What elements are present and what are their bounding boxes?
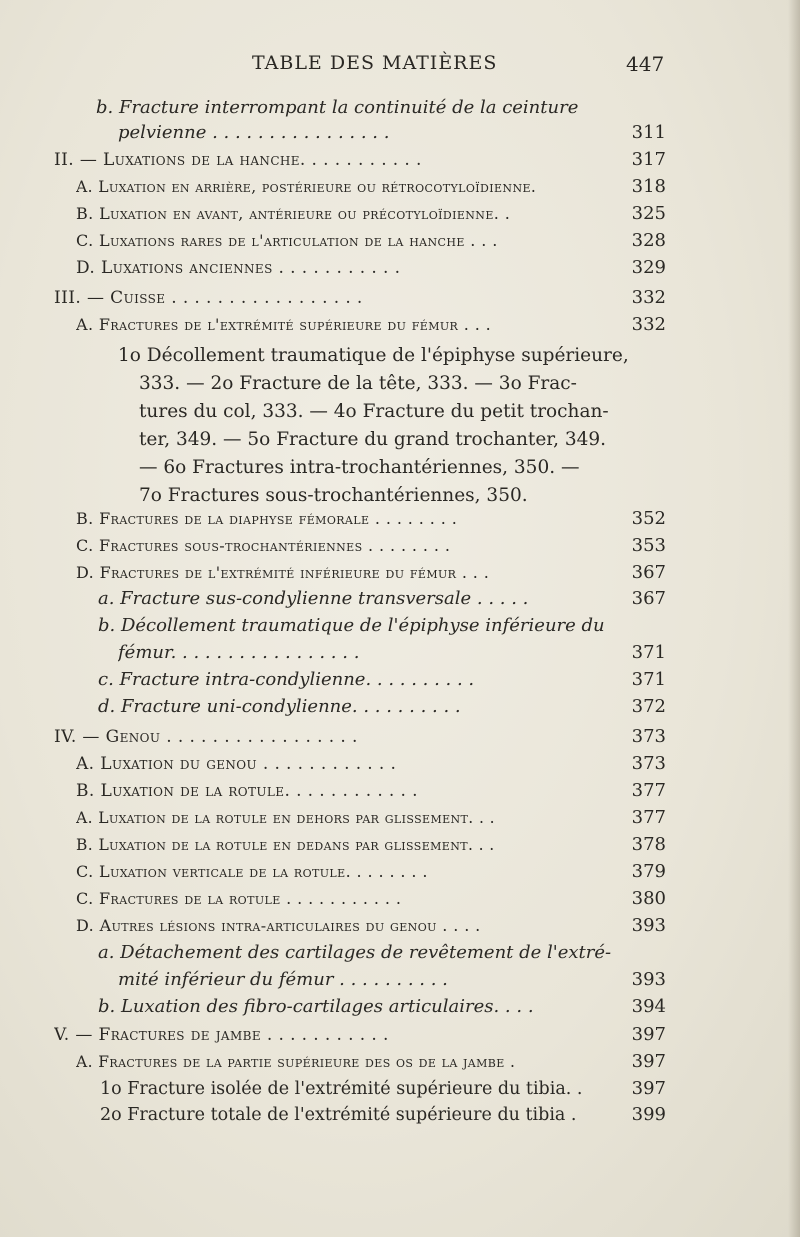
toc-entry-label: C. Luxations rares de l'articulation de la hanche . . .	[76, 231, 498, 250]
toc-entry	[0, 752, 800, 778]
toc-entry-label: A. Fractures de l'extrémité supérieure du fémur . . .	[76, 315, 492, 334]
toc-entry-label: D. Autres lésions intra-articulaires du genou . . . .	[76, 916, 481, 935]
toc-entry	[0, 534, 800, 560]
page-number: 447	[626, 52, 665, 76]
toc-entry-page: 353	[631, 535, 666, 556]
toc-entry-page: 393	[631, 915, 666, 936]
toc-entry-page: 325	[631, 203, 666, 224]
toc-entry-page: 397	[631, 1078, 666, 1099]
toc-entry	[0, 941, 800, 967]
toc-entry	[0, 995, 800, 1021]
toc-entry-page: 397	[631, 1051, 666, 1072]
toc-entry-page: 328	[631, 230, 666, 251]
toc-entry-page: 379	[631, 861, 666, 882]
toc-entry-page: 372	[631, 696, 666, 717]
toc-entry	[0, 1103, 800, 1129]
toc-entry-label: B. Fractures de la diaphyse fémorale . . . . . . . .	[76, 509, 458, 528]
page-edge-shadow	[788, 0, 800, 1237]
toc-entry-label: B. Luxation de la rotule. . . . . . . . . . . .	[76, 781, 418, 801]
toc-entry-label: II. — Luxations de la hanche. . . . . . . . . . .	[54, 150, 422, 170]
toc-entry	[0, 148, 800, 174]
toc-entry	[0, 779, 800, 805]
toc-entry	[0, 614, 800, 640]
toc-entry-page: 373	[631, 753, 666, 774]
toc-entry-label: A. Luxation en arrière, postérieure ou rétrocotyloïdienne.	[76, 178, 537, 196]
toc-entry-page: 317	[631, 149, 666, 170]
toc-entry-page: 371	[631, 642, 666, 663]
toc-entry-page: 352	[631, 508, 666, 529]
toc-entry-page: 311	[631, 122, 666, 143]
paragraph-line: 333. — 2o Fracture de la tête, 333. — 3o Frac-	[139, 373, 577, 394]
toc-entry	[0, 507, 800, 533]
toc-entry-label: B. Luxation de la rotule en dedans par glissement. . .	[76, 836, 495, 854]
toc-entry-page: 332	[631, 314, 666, 335]
toc-entry-label: d. Fracture uni-condylienne. . . . . . . . . .	[98, 696, 461, 717]
toc-entry-label: B. Luxation en avant, antérieure ou précotyloïdienne. .	[76, 204, 511, 223]
toc-entry-label: D. Luxations anciennes . . . . . . . . . . .	[76, 258, 401, 278]
toc-entry-page: 397	[631, 1024, 666, 1045]
toc-entry-label: IV. — Genou . . . . . . . . . . . . . . . . .	[54, 727, 358, 747]
toc-entry	[0, 1077, 800, 1103]
toc-entry-label: C. Fractures sous-trochantériennes . . . . . . . .	[76, 536, 451, 555]
page-header	[0, 52, 800, 82]
paragraph-line: ter, 349. — 5o Fracture du grand trochanter, 349.	[139, 429, 607, 450]
toc-entry	[0, 914, 800, 940]
toc-entry	[0, 887, 800, 913]
paragraph-line: — 6o Fractures intra-trochantériennes, 350. —	[139, 457, 580, 478]
toc-entry-page: 380	[631, 888, 666, 909]
toc-entry-page: 371	[631, 669, 666, 690]
toc-entry-label: b. Luxation des fibro-cartilages articulaires. . . .	[98, 996, 534, 1017]
toc-entry	[0, 202, 800, 228]
toc-entry	[0, 833, 800, 859]
toc-entry-label: A. Fractures de la partie supérieure des os de la jambe .	[76, 1053, 516, 1071]
toc-entry-page: 329	[631, 257, 666, 278]
toc-entry-page: 399	[631, 1104, 666, 1125]
toc-entry	[0, 860, 800, 886]
toc-entry-label: a. Détachement des cartilages de revêtement de l'extré-	[98, 942, 612, 963]
toc-entry-label: V. — Fractures de jambe . . . . . . . . . . .	[54, 1025, 389, 1045]
running-title: TABLE DES MATIÈRES	[252, 52, 498, 74]
toc-entry-label: C. Fractures de la rotule . . . . . . . . . . .	[76, 889, 402, 908]
toc-entry-page: 394	[631, 996, 666, 1017]
toc-entry	[0, 695, 800, 721]
toc-entry-label: D. Fractures de l'extrémité inférieure du fémur . . .	[76, 563, 490, 582]
toc-entry-page: 367	[631, 588, 666, 609]
toc-entry	[0, 668, 800, 694]
toc-entry	[0, 725, 800, 751]
toc-entry-page: 332	[631, 287, 666, 308]
toc-entry-label: mité inférieur du fémur . . . . . . . . . .	[118, 969, 448, 990]
paragraph-line: 7o Fractures sous-trochantériennes, 350.	[139, 485, 528, 506]
toc-entry-page: 378	[631, 834, 666, 855]
toc-entry	[0, 587, 800, 613]
toc-entry-label: 2o Fracture totale de l'extrémité supérieure du tibia .	[100, 1105, 577, 1125]
toc-entry-label: b. Décollement traumatique de l'épiphyse inférieure du	[98, 615, 605, 636]
toc-entry-label: A. Luxation de la rotule en dehors par glissement. . .	[76, 809, 495, 827]
toc-entry	[0, 313, 800, 339]
paragraph-line: 1o Décollement traumatique de l'épiphyse supérieure,	[118, 345, 629, 366]
toc-entry	[0, 286, 800, 312]
toc-entry	[0, 1023, 800, 1049]
toc-entry	[0, 175, 800, 201]
toc-entry	[0, 561, 800, 587]
toc-entry-label: b. Fracture interrompant la continuité de la ceinture	[96, 97, 579, 118]
toc-entry	[0, 256, 800, 282]
toc-entry	[0, 968, 800, 994]
toc-entry-page: 318	[631, 176, 666, 197]
toc-entry	[0, 806, 800, 832]
toc-entry-label: C. Luxation verticale de la rotule. . . . . . . .	[76, 862, 428, 881]
toc-entry-label: 1o Fracture isolée de l'extrémité supérieure du tibia. .	[100, 1079, 583, 1099]
paragraph-line: tures du col, 333. — 4o Fracture du petit trochan-	[139, 401, 609, 422]
toc-entry	[0, 229, 800, 255]
toc-entry-page: 367	[631, 562, 666, 583]
toc-entry-label: fémur. . . . . . . . . . . . . . . . .	[118, 642, 360, 663]
toc-entry-label: c. Fracture intra-condylienne. . . . . . . . . .	[98, 669, 475, 690]
toc-entry	[0, 96, 800, 122]
toc-entry-page: 377	[631, 780, 666, 801]
toc-entry	[0, 641, 800, 667]
toc-entry-label: a. Fracture sus-condylienne transversale . . . . .	[98, 588, 529, 609]
toc-entry-page: 377	[631, 807, 666, 828]
toc-entry	[0, 1050, 800, 1076]
toc-entry	[0, 121, 800, 147]
toc-entry-page: 393	[631, 969, 666, 990]
toc-entry-label: pelvienne . . . . . . . . . . . . . . . .	[118, 122, 390, 143]
toc-entry-page: 373	[631, 726, 666, 747]
toc-entry-label: III. — Cuisse . . . . . . . . . . . . . . . . .	[54, 288, 363, 308]
toc-entry-label: A. Luxation du genou . . . . . . . . . . . .	[76, 754, 397, 774]
